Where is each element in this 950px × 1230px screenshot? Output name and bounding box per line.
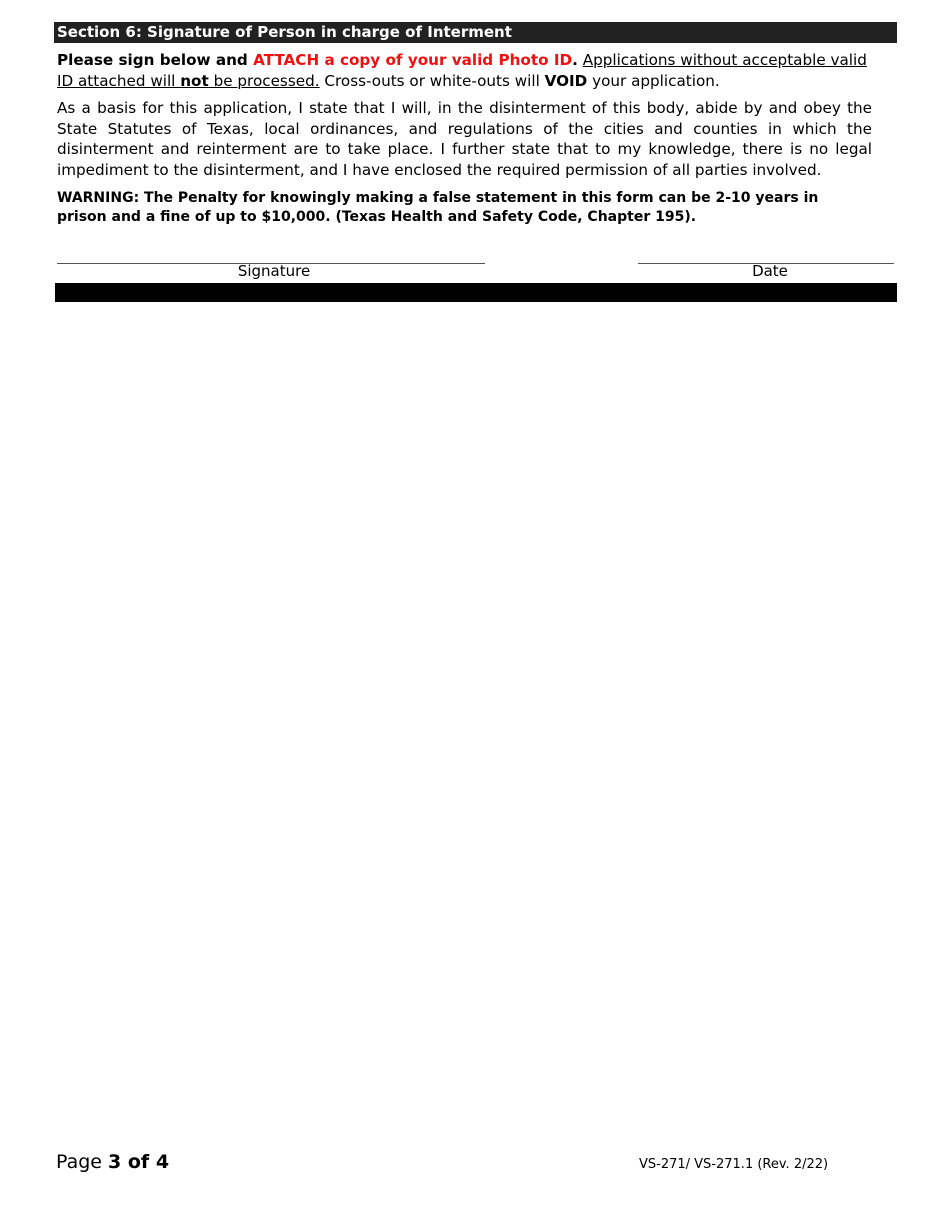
page-indicator <box>56 1150 169 1174</box>
section-bottom-bar <box>55 283 897 302</box>
page-number: 3 of 4 <box>108 1151 170 1173</box>
processing-warning-not: not <box>180 71 209 90</box>
void-word: VOID <box>544 71 588 90</box>
date-label: Date <box>752 262 788 280</box>
processing-warning-end: be processed. <box>208 71 320 90</box>
instructions-ending: your application. <box>587 71 720 90</box>
attach-photo-id-notice: ATTACH a copy of your valid Photo ID <box>253 51 573 69</box>
section-6-header: Section 6: Signature of Person in charge of Interment <box>54 22 897 43</box>
form-id: VS-271/ VS-271.1 (Rev. 2/22) <box>639 1157 829 1172</box>
sign-instructions-lead: Please sign below and <box>57 51 254 69</box>
attach-period: . <box>572 51 578 69</box>
page-prefix: Page <box>56 1151 109 1173</box>
processing-warning-start: Applications without acceptable valid ID attached will <box>57 51 867 90</box>
applicant-statement: As a basis for this application, I state that I will, in the disinterment of this body, abide by and obey the State Statutes of Texas, local ordinances, and regulations of the cities and counties in which the disinterment and reinterment are to take place. I further state that to my knowledge, there is no legal impediment to the disinterment, and I have enclosed the required permission of all parties involved. <box>57 99 872 179</box>
sign-instructions <box>57 50 872 91</box>
signature-label: Signature <box>237 262 311 280</box>
crossouts-notice: Cross-outs or white-outs will <box>319 71 545 90</box>
penalty-warning: WARNING: The Penalty for knowingly making a false statement in this form can be 2-10 years in prison and a fine of up to $10,000. (Texas Health and Safety Code, Chapter 195). <box>57 190 819 225</box>
